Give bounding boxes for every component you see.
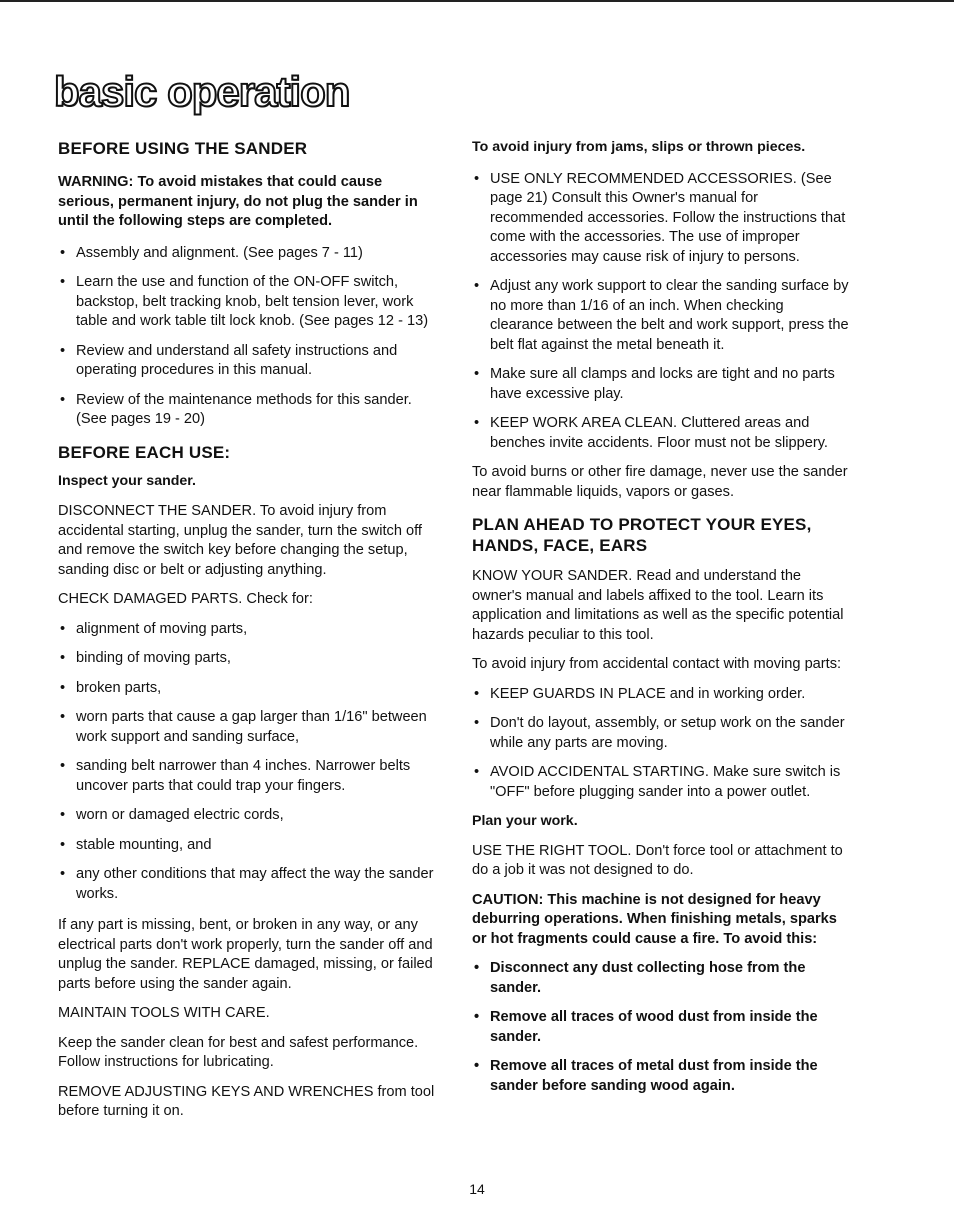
- list-item: • stable mounting, and: [58, 836, 440, 856]
- check-list: [58, 620, 440, 905]
- contact-list: [472, 685, 850, 803]
- heading-before-each-use: BEFORE EACH USE:: [58, 442, 231, 462]
- list-item: • Remove all traces of wood dust from inside the sander.: [472, 1008, 850, 1047]
- list-item: • Adjust any work support to clear the sanding surface by no more than 1/16 of an inch. When checking clearance between the belt and work support, press the belt flat against the metal beneath it.: [472, 277, 850, 355]
- right-column: [472, 138, 850, 1096]
- list-item: • KEEP WORK AREA CLEAN. Cluttered areas and benches invite accidents. Floor must not be slippery.: [472, 414, 850, 453]
- caution-text: CAUTION: This machine is not designed for heavy deburring operations. When finishing metals, sparks or hot fragments could cause a fire. To avoid this:: [472, 891, 837, 947]
- heading-plan-ahead: PLAN AHEAD TO PROTECT YOUR EYES, HANDS, FACE, EARS: [472, 515, 812, 555]
- list-item: • alignment of moving parts,: [58, 620, 440, 640]
- missing-parts-text: If any part is missing, bent, or broken in any way, or any electrical parts don't work properly, turn the sander off and unplug the sander. REPLACE damaged, missing, or failed parts before using the sander again.: [58, 917, 433, 992]
- list-item: • broken parts,: [58, 679, 440, 699]
- list-item: • Review of the maintenance methods for this sander. (See pages 19 - 20): [58, 391, 440, 430]
- list-item: • Review and understand all safety instructions and operating procedures in this manual.: [58, 342, 440, 381]
- page-number: 14: [469, 1181, 485, 1197]
- remove-keys-text: REMOVE ADJUSTING KEYS AND WRENCHES from tool before turning it on.: [58, 1083, 435, 1119]
- left-column: [58, 138, 440, 1122]
- top-rule: [0, 0, 954, 2]
- list-item: • USE ONLY RECOMMENDED ACCESSORIES. (See page 21) Consult this Owner's manual for recommended accessories. Follow the instructions that come with the accessories. The use of improper accessories may cause risk of injury to persons.: [472, 170, 850, 268]
- list-item: • Make sure all clamps and locks are tight and no parts have excessive play.: [472, 365, 850, 404]
- list-item: • Disconnect any dust collecting hose from the sander.: [472, 959, 850, 998]
- maintain-text: MAINTAIN TOOLS WITH CARE.: [58, 1005, 270, 1021]
- list-item: • any other conditions that may affect the way the sander works.: [58, 865, 440, 904]
- disconnect-text: DISCONNECT THE SANDER. To avoid injury from accidental starting, unplug the sander, turn the switch off and remove the switch key before changing the setup, sanding disc or belt or adjusting anything.: [58, 503, 422, 578]
- inspect-subheading: Inspect your sander.: [58, 472, 196, 489]
- list-item: • worn parts that cause a gap larger than 1/16" between work support and sanding surface,: [58, 708, 440, 747]
- caution-list: [472, 959, 850, 1096]
- page-title: basic operation: [54, 68, 350, 115]
- keep-clean-text: Keep the sander clean for best and safest performance. Follow instructions for lubricating.: [58, 1034, 419, 1070]
- list-item: • Don't do layout, assembly, or setup work on the sander while any parts are moving.: [472, 714, 850, 753]
- list-item: • AVOID ACCIDENTAL STARTING. Make sure switch is "OFF" before plugging sander into a power outlet.: [472, 763, 850, 802]
- list-item: • worn or damaged electric cords,: [58, 806, 440, 826]
- jams-subheading: To avoid injury from jams, slips or thrown pieces.: [472, 139, 806, 155]
- list-item: • Remove all traces of metal dust from inside the sander before sanding wood again.: [472, 1057, 850, 1096]
- list-item: • sanding belt narrower than 4 inches. Narrower belts uncover parts that could trap your fingers.: [58, 757, 440, 796]
- list-item: • KEEP GUARDS IN PLACE and in working order.: [472, 685, 850, 705]
- warning-text: WARNING: To avoid mistakes that could cause serious, permanent injury, do not plug the sander in until the following steps are completed.: [58, 174, 418, 229]
- list-item: • Assembly and alignment. (See pages 7 - 11): [58, 244, 440, 264]
- jams-list: [472, 170, 850, 454]
- list-item: • binding of moving parts,: [58, 649, 440, 669]
- heading-before-using: BEFORE USING THE SANDER: [58, 139, 308, 158]
- burns-text: To avoid burns or other fire damage, never use the sander near flammable liquids, vapors or gases.: [472, 464, 848, 500]
- before-using-list: [58, 244, 440, 430]
- plan-work-subheading: Plan your work.: [472, 813, 578, 829]
- list-item: • Learn the use and function of the ON-OFF switch, backstop, belt tracking knob, belt tension lever, work table and work table tilt lock knob. (See pages 12 - 13): [58, 273, 440, 332]
- contact-text: To avoid injury from accidental contact with moving parts:: [472, 656, 842, 672]
- check-text: CHECK DAMAGED PARTS. Check for:: [58, 591, 313, 607]
- right-tool-text: USE THE RIGHT TOOL. Don't force tool or attachment to do a job it was not designed to do.: [472, 842, 843, 878]
- know-sander-text: KNOW YOUR SANDER. Read and understand the owner's manual and labels affixed to the tool. Learn its application and limitations as well as the specific potential hazards peculiar to this tool.: [472, 568, 844, 643]
